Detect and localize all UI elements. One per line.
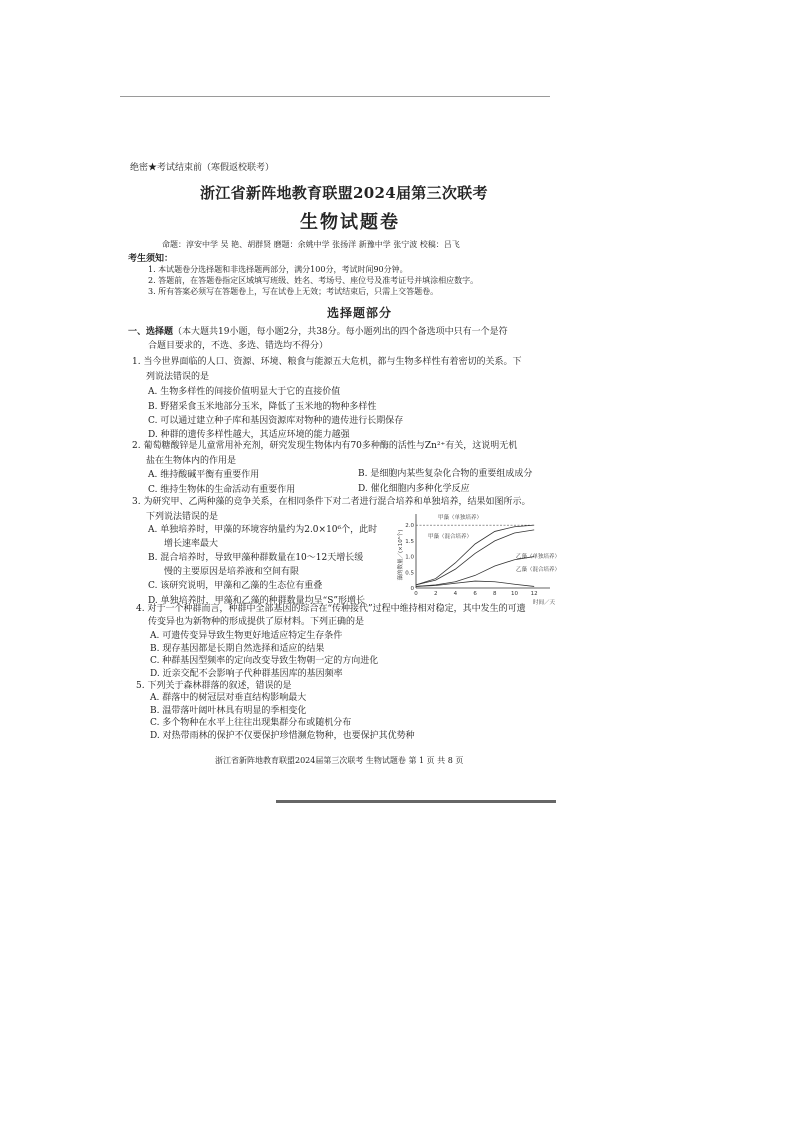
page-footer: 浙江省新阵地教育联盟2024届第三次联考 生物试题卷 第 1 页 共 8 页 bbox=[215, 756, 464, 765]
q4-option-c: C. 种群基因型频率的定向改变导致生物朝一定的方向进化 bbox=[150, 656, 379, 666]
y-axis-label: 藻的数量／(×10⁶个) bbox=[398, 529, 404, 581]
authors-line: 命题：淳安中学 吴 艳、胡群贤 磨题：余姚中学 张扬洋 新豫中学 张宁波 校稿：吕飞 bbox=[162, 240, 460, 249]
y-tick-label: 1.0 bbox=[405, 554, 414, 561]
notes-heading: 考生须知： bbox=[128, 254, 174, 264]
q5-option-a: A. 群落中的树冠层对垂直结构影响最大 bbox=[150, 693, 307, 703]
q5-option-c: C. 多个物种在水平上往往出现集群分布或随机分布 bbox=[150, 718, 352, 728]
q1-option-b: B. 野猪采食玉米地部分玉米，降低了玉米地的物种多样性 bbox=[148, 402, 377, 412]
q2-option-c: C. 维持生物体的生命活动有重要作用 bbox=[148, 485, 296, 495]
x-axis-label: 时间／天 bbox=[532, 600, 556, 606]
x-tick-label: 0 bbox=[414, 591, 418, 597]
q3-stem: 3. 为研究甲、乙两种藻的竞争关系，在相同条件下对二者进行混合培养和单独培养，结果如图所示。 bbox=[132, 497, 531, 507]
q4-option-a: A. 可遗传变异导致生物更好地适应特定生存条件 bbox=[150, 631, 343, 641]
note-item: 3. 所有答案必须写在答题卷上，写在试卷上无效；考试结束后，只需上交答题卷。 bbox=[148, 287, 439, 296]
q4-option-b: B. 现存基因都是长期自然选择和适应的结果 bbox=[150, 644, 325, 654]
part1-intro bbox=[128, 328, 508, 337]
q2-stem-cont: 盐在生物体内的作用是 bbox=[146, 456, 237, 466]
x-tick-label: 8 bbox=[493, 591, 497, 597]
y-tick-label: 2.0 bbox=[405, 523, 414, 530]
q2-option-d: D. 催化细胞内多种化学反应 bbox=[358, 484, 470, 494]
q3-stem-cont: 下列说法错误的是 bbox=[146, 512, 219, 522]
y-tick-label: 0 bbox=[410, 586, 414, 592]
part1-intro-text: （本大题共19小题，每小题2分，共38分。每小题列出的四个备选项中只有一个是符 bbox=[173, 327, 508, 337]
q4-stem-cont: 传变异也为新物种的形成提供了原材料。下列正确的是 bbox=[148, 617, 365, 627]
series-label: 甲藻（混合培养） bbox=[428, 534, 473, 540]
q4-stem: 4. 对于一个种群而言，种群中全部基因的综合在“传种接代”过程中维持相对稳定，其中发生的可遗 bbox=[136, 604, 526, 614]
x-tick-label: 4 bbox=[453, 591, 458, 597]
q3-option-a: A. 单独培养时，甲藻的环境容纳量约为2.0×10⁶个，此时 bbox=[148, 525, 378, 535]
x-tick-label: 12 bbox=[530, 591, 538, 597]
q3-option-c: C. 该研究说明，甲藻和乙藻的生态位有重叠 bbox=[148, 581, 323, 591]
section-title: 选择题部分 bbox=[327, 306, 393, 320]
part1-label: 一、选择题 bbox=[128, 327, 174, 337]
q1-option-c: C. 可以通过建立种子库和基因资源库对物种的遗传进行长期保存 bbox=[148, 416, 404, 426]
exam-title: 浙江省新阵地教育联盟2024届第三次联考 bbox=[200, 184, 488, 202]
q2-option-b: B. 是细胞内某些复杂化合物的重要组成成分 bbox=[358, 469, 533, 479]
y-tick-label: 0.5 bbox=[405, 570, 414, 577]
part1-intro-cont: 合题目要求的，不选、多选、错选均不得分） bbox=[148, 341, 329, 351]
q3-option-a-cont: 增长速率最大 bbox=[164, 539, 219, 549]
confidential-label: 绝密★考试结束前（寒假返校联考） bbox=[130, 163, 275, 173]
series-label: 乙藻（单独培养） bbox=[516, 554, 561, 560]
q4-option-d: D. 近亲交配不会影响子代种群基因库的基因频率 bbox=[150, 669, 343, 679]
q2-option-a: A. 维持酸碱平衡有重要作用 bbox=[148, 470, 260, 480]
q3-option-b: B. 混合培养时，导致甲藻种群数量在10～12天增长缓 bbox=[148, 553, 364, 563]
q1-option-a: A. 生物多样性的间接价值明显大于它的直接价值 bbox=[148, 387, 341, 397]
x-tick-label: 10 bbox=[510, 591, 518, 597]
x-tick-label: 2 bbox=[433, 591, 438, 597]
series-label: 乙藻（混合培养） bbox=[516, 567, 561, 573]
note-item: 1. 本试题卷分选择题和非选择题两部分，满分100分，考试时间90分钟。 bbox=[148, 265, 408, 274]
q5-option-b: B. 温带落叶阔叶林具有明显的季相变化 bbox=[150, 706, 307, 716]
series-label: 甲藻（单独培养） bbox=[438, 515, 483, 521]
exam-subtitle: 生物试题卷 bbox=[300, 212, 400, 233]
q1-stem: 1. 当今世界面临的人口、资源、环境、粮食与能源五大危机，都与生物多样性有着密切的关系。下 bbox=[132, 357, 522, 367]
series-line bbox=[416, 581, 534, 586]
scan-bottom-line bbox=[276, 800, 556, 803]
x-tick-label: 6 bbox=[473, 591, 477, 597]
q5-option-d: D. 对热带雨林的保护不仅要保护珍惜濒危物种，也要保护其优势种 bbox=[150, 731, 415, 741]
q5-stem: 5. 下列关于森林群落的叙述，错误的是 bbox=[136, 681, 292, 691]
algae-growth-chart bbox=[394, 508, 562, 612]
q3-option-b-cont: 慢的主要原因是培养液和空间有限 bbox=[164, 567, 300, 577]
q2-stem: 2. 葡萄糖酸锌是儿童常用补充剂，研究发现生物体内有70多种酶的活性与Zn²⁺有关，这说明无机 bbox=[132, 441, 518, 451]
y-tick-label: 1.5 bbox=[405, 538, 414, 545]
note-item: 2. 答题前，在答题卷指定区域填写班级、姓名、考场号、座位号及准考证号并填涂相应数字。 bbox=[148, 276, 479, 285]
q1-option-d: D. 种群的遗传多样性越大，其适应环境的能力越强 bbox=[148, 430, 350, 440]
scan-top-line bbox=[120, 96, 550, 97]
q1-stem-cont: 列说法错误的是 bbox=[146, 372, 210, 382]
q3-option-d: D. 单独培养时，甲藻和乙藻的种群数量均呈“S”形增长 bbox=[148, 596, 365, 606]
